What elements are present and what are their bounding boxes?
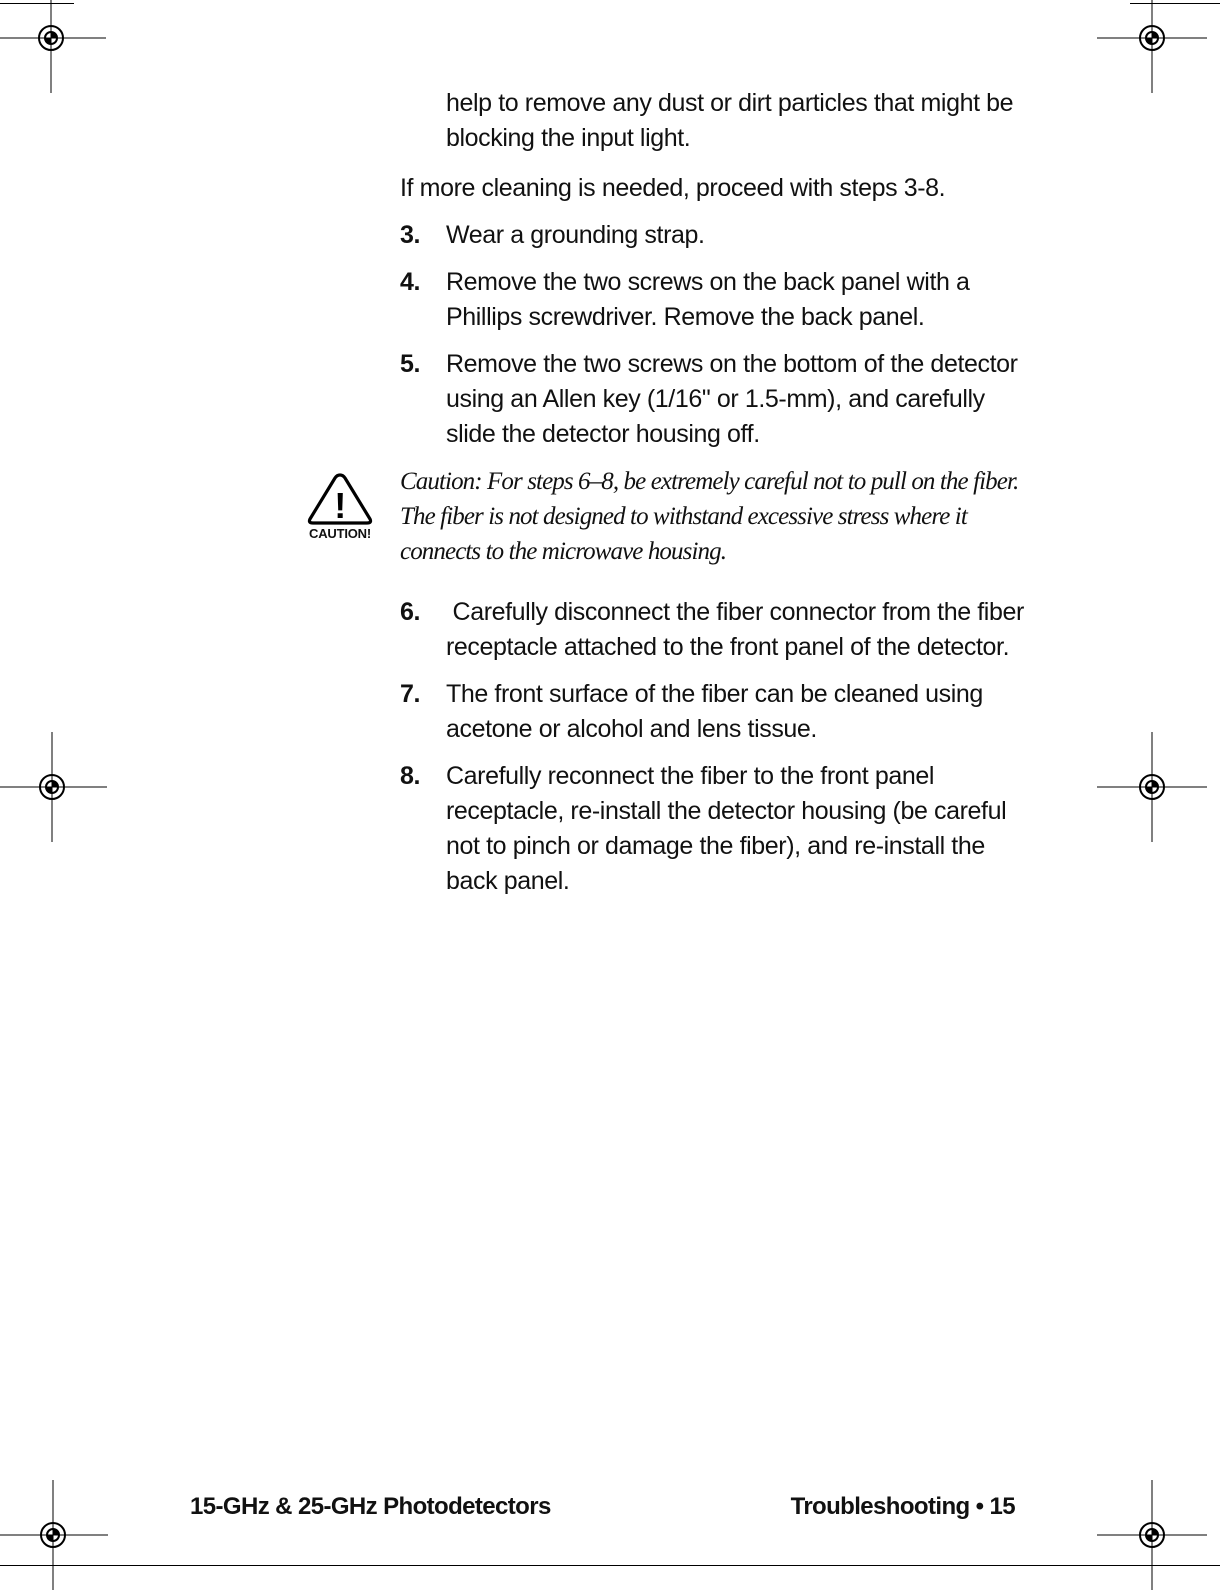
step-number: 3. [400, 221, 421, 249]
warning-triangle-icon [307, 472, 373, 526]
step-text: Remove the two screws on the back panel with a Phillips screwdriver. Remove the back panel. [446, 268, 970, 331]
caution-note [309, 464, 1040, 569]
list-item [400, 265, 1040, 335]
trim-line [0, 3, 74, 4]
caution-text: Caution: For steps 6–8, be extremely careful not to pull on the fiber. The fiber is not designed to withstand excessive stress where it connects to the microwave housing. [400, 468, 1019, 565]
registration-mark-icon [0, 1480, 108, 1590]
list-item [400, 595, 1040, 665]
list-item [400, 759, 1040, 899]
registration-mark-icon [1097, 732, 1207, 842]
step-number: 8. [400, 762, 421, 790]
caution-label: CAUTION! [309, 526, 371, 541]
registration-mark-icon [1097, 0, 1207, 93]
registration-mark-icon [0, 0, 106, 93]
step-number: 6. [400, 598, 421, 626]
step-text: Remove the two screws on the bottom of the detector using an Allen key (1/16" or 1.5-mm), and carefully slide the detector housing off. [446, 350, 1018, 448]
list-item [400, 677, 1040, 747]
caution-symbol: ! [334, 485, 346, 526]
step-text: Carefully reconnect the fiber to the front panel receptacle, re-install the detector housing (be careful not to pinch or damage the fiber), and re-install the back panel. [446, 762, 1007, 895]
caution-icon [302, 472, 378, 546]
step-number: 5. [400, 350, 421, 378]
footer-section-page: Troubleshooting • 15 [790, 1493, 1015, 1520]
step-text: Wear a grounding strap. [446, 221, 705, 249]
step-text: The front surface of the fiber can be cleaned using acetone or alcohol and lens tissue. [446, 680, 983, 743]
step-number: 7. [400, 680, 421, 708]
registration-mark-icon [0, 732, 107, 842]
intro-paragraph: If more cleaning is needed, proceed with steps 3-8. [400, 174, 946, 202]
registration-mark-icon [1097, 1480, 1207, 1590]
trim-line [0, 1565, 1220, 1566]
list-item [400, 218, 1040, 253]
step-text: Carefully disconnect the fiber connector from the fiber receptacle attached to the front panel of the detector. [446, 598, 1031, 661]
trim-line [1130, 3, 1220, 4]
page-body [309, 86, 1040, 911]
list-item [400, 347, 1040, 452]
footer-document-title: 15-GHz & 25-GHz Photodetectors [190, 1493, 551, 1520]
continuation-paragraph: help to remove any dust or dirt particles that might be blocking the input light. [446, 89, 1014, 152]
step-number: 4. [400, 268, 421, 296]
